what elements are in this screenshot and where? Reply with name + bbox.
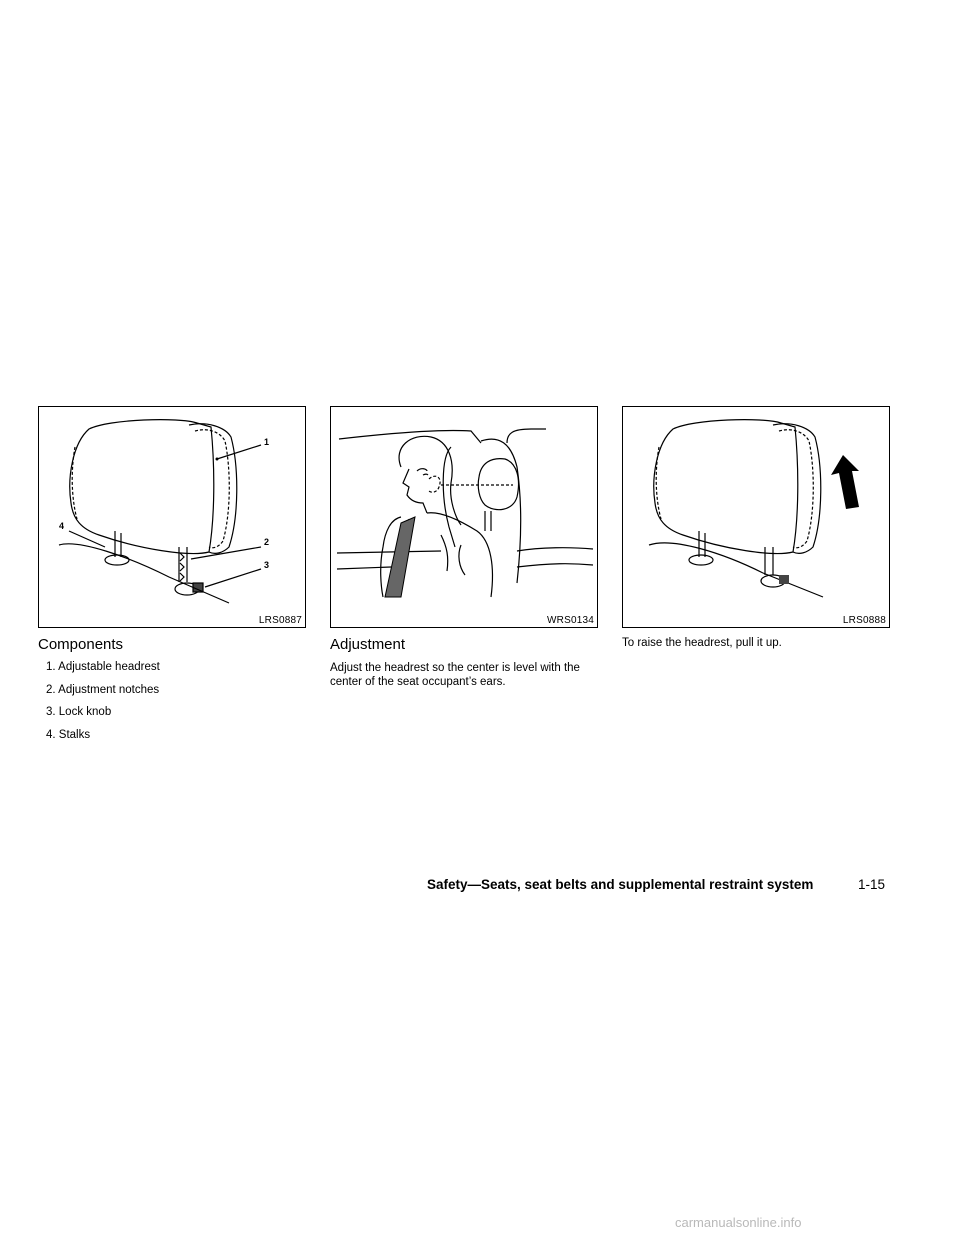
raise-instruction: To raise the headrest, pull it up. xyxy=(622,637,782,649)
callout-3: 3 xyxy=(264,560,270,570)
page-number: 1-15 xyxy=(858,877,886,892)
callout-4: 4 xyxy=(59,521,65,531)
list-item: 1. Adjustable headrest xyxy=(46,661,160,673)
figure-adjustment xyxy=(330,406,598,628)
list-item: 4. Stalks xyxy=(46,728,91,741)
list-item: 3. Lock knob xyxy=(46,706,112,718)
watermark: carmanualsonline.info xyxy=(675,1215,802,1230)
adjustment-heading: Adjustment xyxy=(330,636,406,653)
figure-components xyxy=(38,406,306,628)
components-heading: Components xyxy=(38,636,124,653)
callout-1: 1 xyxy=(264,437,270,447)
figure-code: WRS0134 xyxy=(547,615,594,626)
figure-code: LRS0888 xyxy=(842,615,886,626)
occupant-illustration xyxy=(331,407,597,627)
figure-code: LRS0887 xyxy=(258,615,302,626)
callout-2: 2 xyxy=(264,537,270,547)
components-list xyxy=(46,660,160,750)
figure-raise xyxy=(622,406,890,628)
list-item: 2. Adjustment notches xyxy=(46,683,160,696)
headrest-illustration xyxy=(39,407,305,627)
adjustment-line-2: center of the seat occupant’s ears. xyxy=(330,676,506,688)
headrest-illustration xyxy=(623,407,895,627)
adjustment-line-1: Adjust the headrest so the center is level with the xyxy=(330,662,580,674)
footer-section-title: Safety—Seats, seat belts and supplemental restraint system xyxy=(427,877,814,892)
up-arrow-icon xyxy=(831,455,859,509)
